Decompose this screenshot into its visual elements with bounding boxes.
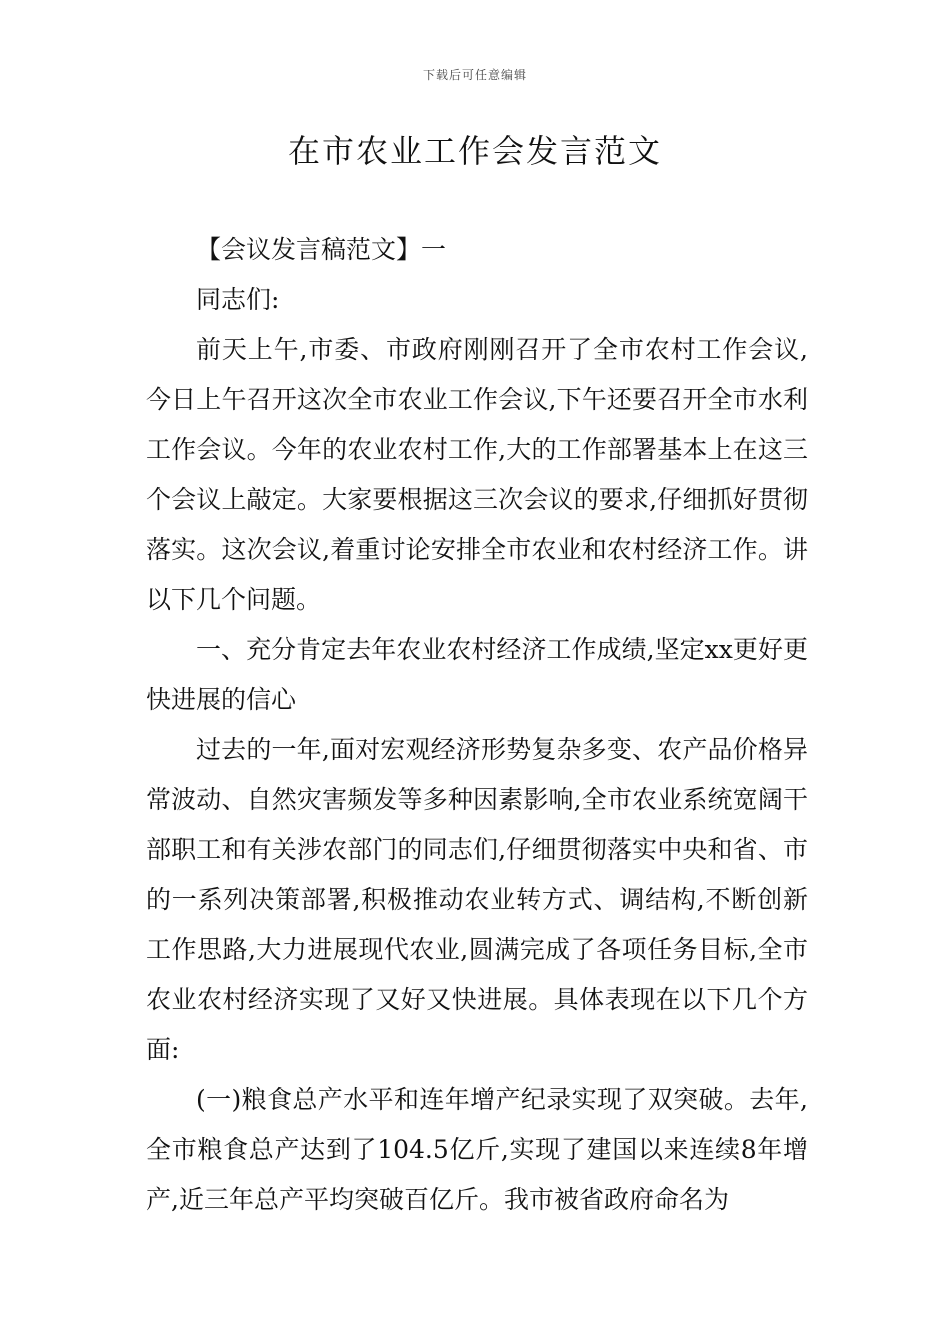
paragraph-intro: 前天上午,市委、市政府刚刚召开了全市农村工作会议,今日上午召开这次全市农业工作会议,下午还要召开全市水利工作会议。今年的农业农村工作,大的工作部署基本上在这三个会议上敲定。大家要根据这三次会议的要求,仔细抓好贯彻落实。这次会议,着重讨论安排全市农业和农村经济工作。讲以下几个问题。: [146, 335, 808, 614]
paragraph-grain-output: (一)粮食总产水平和连年增产纪录实现了双突破。去年,全市粮食总产达到了104.5亿斤,实现了建国以来连续8年增产,近三年总产平均突破百亿斤。我市被省政府命名为: [146, 1085, 808, 1214]
paragraph-salutation: 同志们:: [196, 285, 280, 314]
document-body: [146, 225, 808, 1225]
document-title: 在市农业工作会发言范文: [287, 132, 662, 170]
paragraph-section-one-heading: 一、充分肯定去年农业农村经济工作成绩,坚定xx更好更快进展的信心: [146, 635, 808, 714]
header-note: 下载后可任意编辑: [422, 68, 527, 82]
paragraph-review: 过去的一年,面对宏观经济形势复杂多变、农产品价格异常波动、自然灾害频发等多种因素影响,全市农业系统宽阔干部职工和有关涉农部门的同志们,仔细贯彻落实中央和省、市的一系列决策部署,积极推动农业转方式、调结构,不断创新工作思路,大力进展现代农业,圆满完成了各项任务目标,全市农业农村经济实现了又好又快进展。具体表现在以下几个方面:: [146, 735, 808, 1064]
paragraph-heading: 【会议发言稿范文】一: [196, 235, 447, 264]
